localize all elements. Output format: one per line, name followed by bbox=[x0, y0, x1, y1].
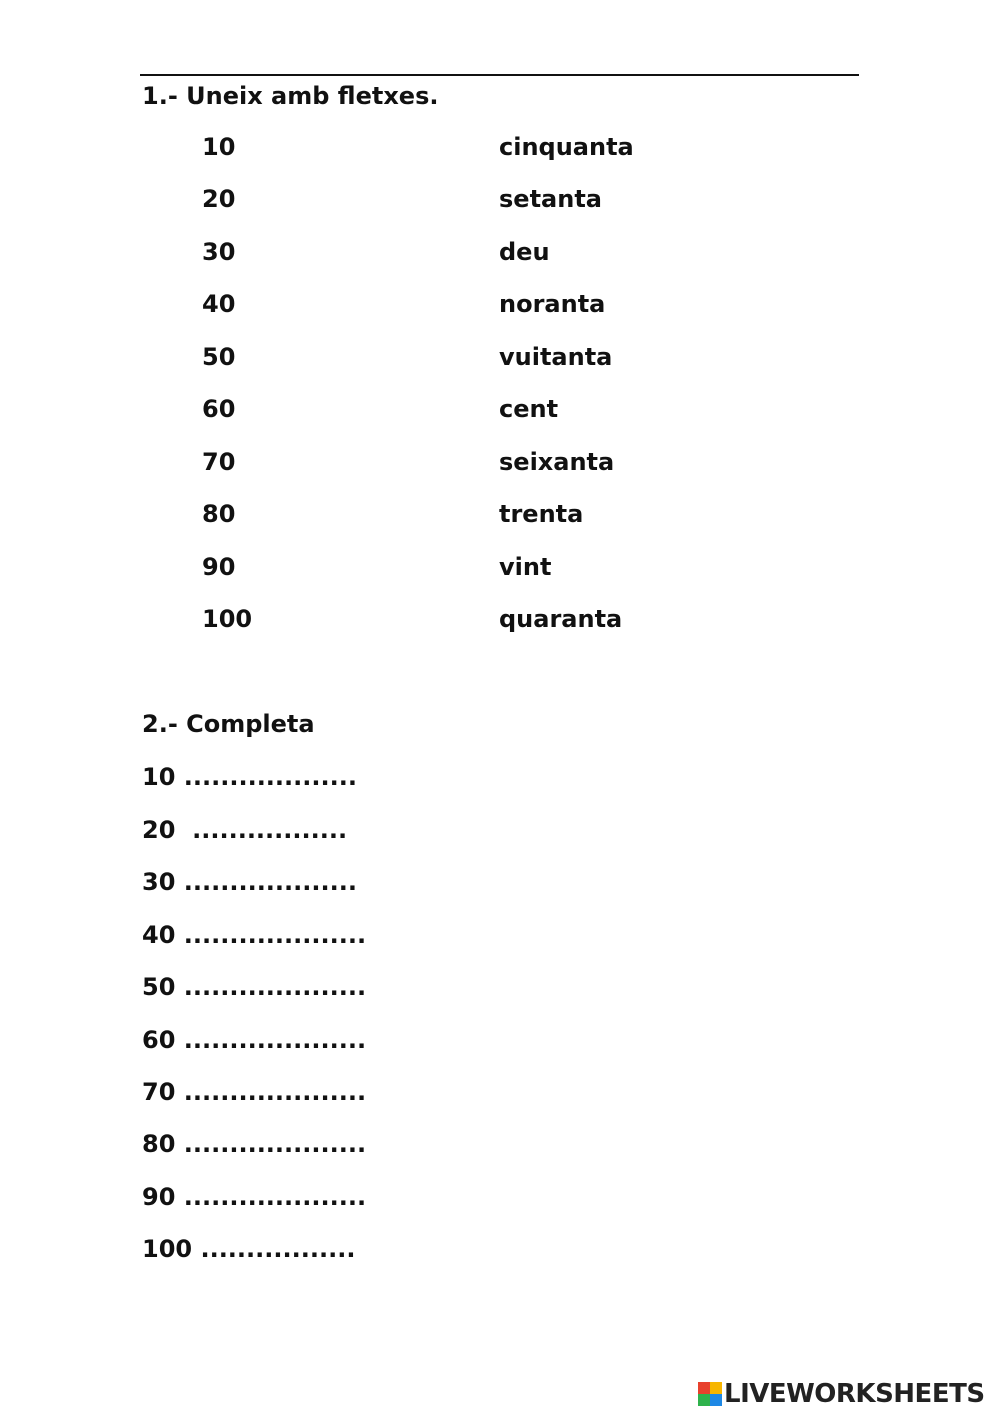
fill-in-row[interactable]: 10 ................... bbox=[142, 763, 357, 791]
exercise-1-title: 1.- Uneix amb fletxes. bbox=[142, 82, 439, 110]
fill-in-row[interactable]: 30 ................... bbox=[142, 868, 357, 896]
match-number[interactable]: 20 bbox=[202, 185, 236, 213]
fill-in-row[interactable]: 100 ................. bbox=[142, 1235, 356, 1263]
fill-in-row[interactable]: 20 ................. bbox=[142, 816, 348, 844]
top-divider-line bbox=[140, 74, 859, 76]
match-word[interactable]: cent bbox=[499, 395, 559, 423]
match-word[interactable]: vuitanta bbox=[499, 343, 613, 371]
match-word[interactable]: vint bbox=[499, 553, 552, 581]
match-number[interactable]: 70 bbox=[202, 448, 236, 476]
logo-text: LIVEWORKSHEETS bbox=[724, 1379, 985, 1409]
match-word[interactable]: quaranta bbox=[499, 605, 623, 633]
match-number[interactable]: 60 bbox=[202, 395, 236, 423]
match-number[interactable]: 30 bbox=[202, 238, 236, 266]
fill-in-row[interactable]: 50 .................... bbox=[142, 973, 367, 1001]
match-number[interactable]: 10 bbox=[202, 133, 236, 161]
exercise-2-title: 2.- Completa bbox=[142, 710, 315, 738]
liveworksheets-logo-icon bbox=[698, 1382, 722, 1406]
match-number[interactable]: 40 bbox=[202, 290, 236, 318]
match-number[interactable]: 90 bbox=[202, 553, 236, 581]
fill-in-row[interactable]: 80 .................... bbox=[142, 1130, 367, 1158]
match-number[interactable]: 50 bbox=[202, 343, 236, 371]
match-number[interactable]: 80 bbox=[202, 500, 236, 528]
match-word[interactable]: noranta bbox=[499, 290, 606, 318]
fill-in-row[interactable]: 40 .................... bbox=[142, 921, 367, 949]
match-word[interactable]: cinquanta bbox=[499, 133, 634, 161]
fill-in-row[interactable]: 70 .................... bbox=[142, 1078, 367, 1106]
match-number[interactable]: 100 bbox=[202, 605, 253, 633]
fill-in-row[interactable]: 60 .................... bbox=[142, 1026, 367, 1054]
match-word[interactable]: trenta bbox=[499, 500, 584, 528]
fill-in-row[interactable]: 90 .................... bbox=[142, 1183, 367, 1211]
match-word[interactable]: deu bbox=[499, 238, 550, 266]
match-word[interactable]: setanta bbox=[499, 185, 602, 213]
match-word[interactable]: seixanta bbox=[499, 448, 615, 476]
liveworksheets-logo bbox=[698, 1378, 985, 1410]
